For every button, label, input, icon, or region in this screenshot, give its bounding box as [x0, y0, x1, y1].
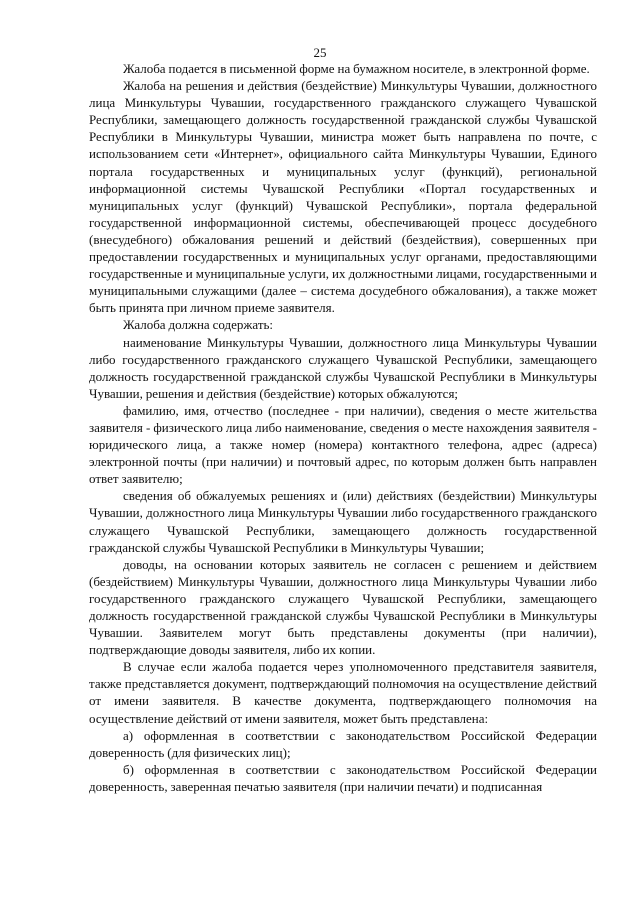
paragraph-item-applicant-details: фамилию, имя, отчество (последнее - при наличии), сведения о месте жительства заявителя - физического лица либо наименование, сведения о месте нахождения заявителя - юридического лица, а также номер (номера) контактного телефона, адрес (адреса) электронной почты (при наличии) и почтовый адрес, по которым должен быть направлен ответ заявителю;	[89, 402, 597, 487]
paragraph-subitem-b: б) оформленная в соответствии с законодательством Российской Федерации доверенность, заверенная печатью заявителя (при наличии печати) и подписанная	[89, 761, 597, 794]
document-body	[89, 60, 597, 795]
paragraph-item-name: наименование Минкультуры Чувашии, должностного лица Минкультуры Чувашии либо государственного гражданского служащего Чувашской Республики, замещающего должность государственной гражданской службы Чувашской Республики в Минкультуры Чувашии, решения и действия (бездействие) которых обжалуются;	[89, 334, 597, 401]
paragraph-subitem-a: а) оформленная в соответствии с законодательством Российской Федерации доверенность (для физических лиц);	[89, 727, 597, 760]
paragraph-item-appealed-decisions: сведения об обжалуемых решениях и (или) действиях (бездействии) Минкультуры Чувашии, должностного лица Минкультуры Чувашии либо государственного гражданского служащего Чувашской Республики, замещающего должность государственной гражданской службы Чувашской Республики в Минкультуры Чувашии;	[89, 488, 597, 555]
page-number: 25	[313, 45, 327, 60]
paragraph-complaint-form: Жалоба подается в письменной форме на бумажном носителе, в электронной форме.	[123, 61, 590, 76]
paragraph-complaint-channels: Жалоба на решения и действия (бездействие) Минкультуры Чувашии, должностного лица Минкультуры Чувашии, государственного гражданского служащего Чувашской Республики, замещающего должность государственной гражданской службы Чувашской Республики в Минкультуры Чувашии, министра может быть направлена по почте, с использованием сети «Интернет», официального сайта Минкультуры Чувашии, Единого портала государственных и муниципальных услуг (функций), региональной информационной системы Чувашской Республики «Портал государственных и муниципальных услуг (функций) Чувашской Республики», портала федеральной государственной информационной системы, обеспечивающей процесс досудебного (внесудебного) обжалования решений и действий (бездействия), совершенных при предоставлении государственных и муниципальных услуг органами, предоставляющими государственные и муниципальные услуги, их должностными лицами, государственными и муниципальными служащими (далее – система досудебного обжалования), а также может быть принята при личном приеме заявителя.	[89, 78, 597, 316]
paragraph-item-arguments: доводы, на основании которых заявитель не согласен с решением и действием (бездействием) Минкультуры Чувашии, должностного лица Минкультуры Чувашии либо государственного гражданского служащего Чувашской Республики, замещающего должность государственной гражданской службы Чувашской Республики в Минкультуры Чувашии. Заявителем могут быть представлены документы (при наличии), подтверждающие доводы заявителя, либо их копии.	[89, 556, 597, 658]
paragraph-complaint-contents-intro: Жалоба должна содержать:	[123, 317, 274, 333]
paragraph-representative: В случае если жалоба подается через уполномоченного представителя заявителя, также представляется документ, подтверждающий полномочия на осуществление действий от имени заявителя. В качестве документа, подтверждающего полномочия на осуществление действий от имени заявителя, может быть представлена:	[89, 659, 597, 726]
